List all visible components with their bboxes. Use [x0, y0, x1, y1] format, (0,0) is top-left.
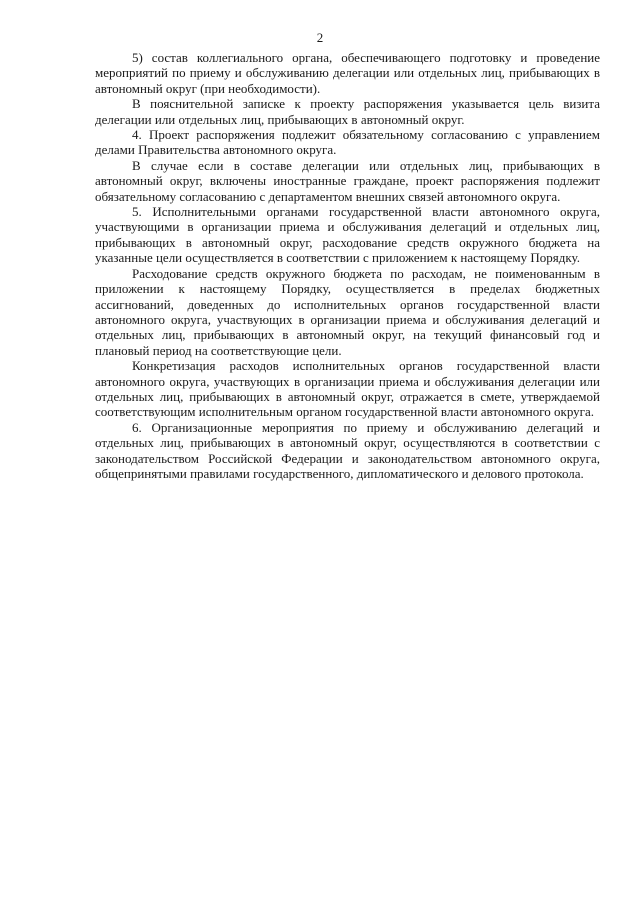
paragraph-item-4-approval: 4. Проект распоряжения подлежит обязательному согласованию с управлением делами Правительства автономного округа.	[95, 127, 600, 158]
paragraph-foreign-citizens: В случае если в составе делегации или отдельных лиц, прибывающих в автономный округ, включены иностранные граждане, проект распоряжения подлежит обязательному согласованию с департаментом внешних связей автономного округа.	[95, 157, 600, 204]
document-body	[95, 50, 600, 481]
page-number: 2	[316, 30, 324, 45]
paragraph-explanatory-note: В пояснительной записке к проекту распоряжения указывается цель визита делегации или отдельных лиц, прибывающих в автономный округ.	[95, 96, 600, 127]
paragraph-expense-specification: Конкретизация расходов исполнительных органов государственной власти автономного округа, участвующих в организации приема и обслуживания делегации или отдельных лиц, прибывающих в автономный округ, отражается в смете, утверждаемой соответствующим исполнительным органом государственной власти автономного округа.	[95, 358, 600, 420]
paragraph-item-6-protocol: 6. Организационные мероприятия по приему и обслуживанию делегаций и отдельных лиц, прибывающих в автономный округ, осуществляются в соответствии с законодательством Российской Федерации и законодательством автономного округа, общепринятыми правилами государственного, дипломатического и делового протокола.	[95, 419, 600, 481]
paragraph-unlisted-expenses: Расходование средств окружного бюджета по расходам, не поименованным в приложении к настоящему Порядку, осуществляется в пределах бюджетных ассигнований, доведенных до исполнительных органов государственной власти автономного округа, участвующих в организации приема и обслуживания делегаций и отдельных лиц, прибывающих в автономный округ, на текущий финансовый год и плановый период на соответствующие цели.	[95, 265, 600, 358]
paragraph-item-5-spending: 5. Исполнительными органами государственной власти автономного округа, участвующими в организации приема и обслуживания делегаций и отдельных лиц, прибывающих в автономный округ, расходование средств окружного бюджета на указанные цели осуществляется в соответствии с приложением к настоящему Порядку.	[95, 204, 600, 266]
paragraph-item-5-composition: 5) состав коллегиального органа, обеспечивающего подготовку и проведение мероприятий по приему и обслуживанию делегации или отдельных лиц, прибывающих в автономный округ (при необходимости).	[95, 50, 600, 96]
